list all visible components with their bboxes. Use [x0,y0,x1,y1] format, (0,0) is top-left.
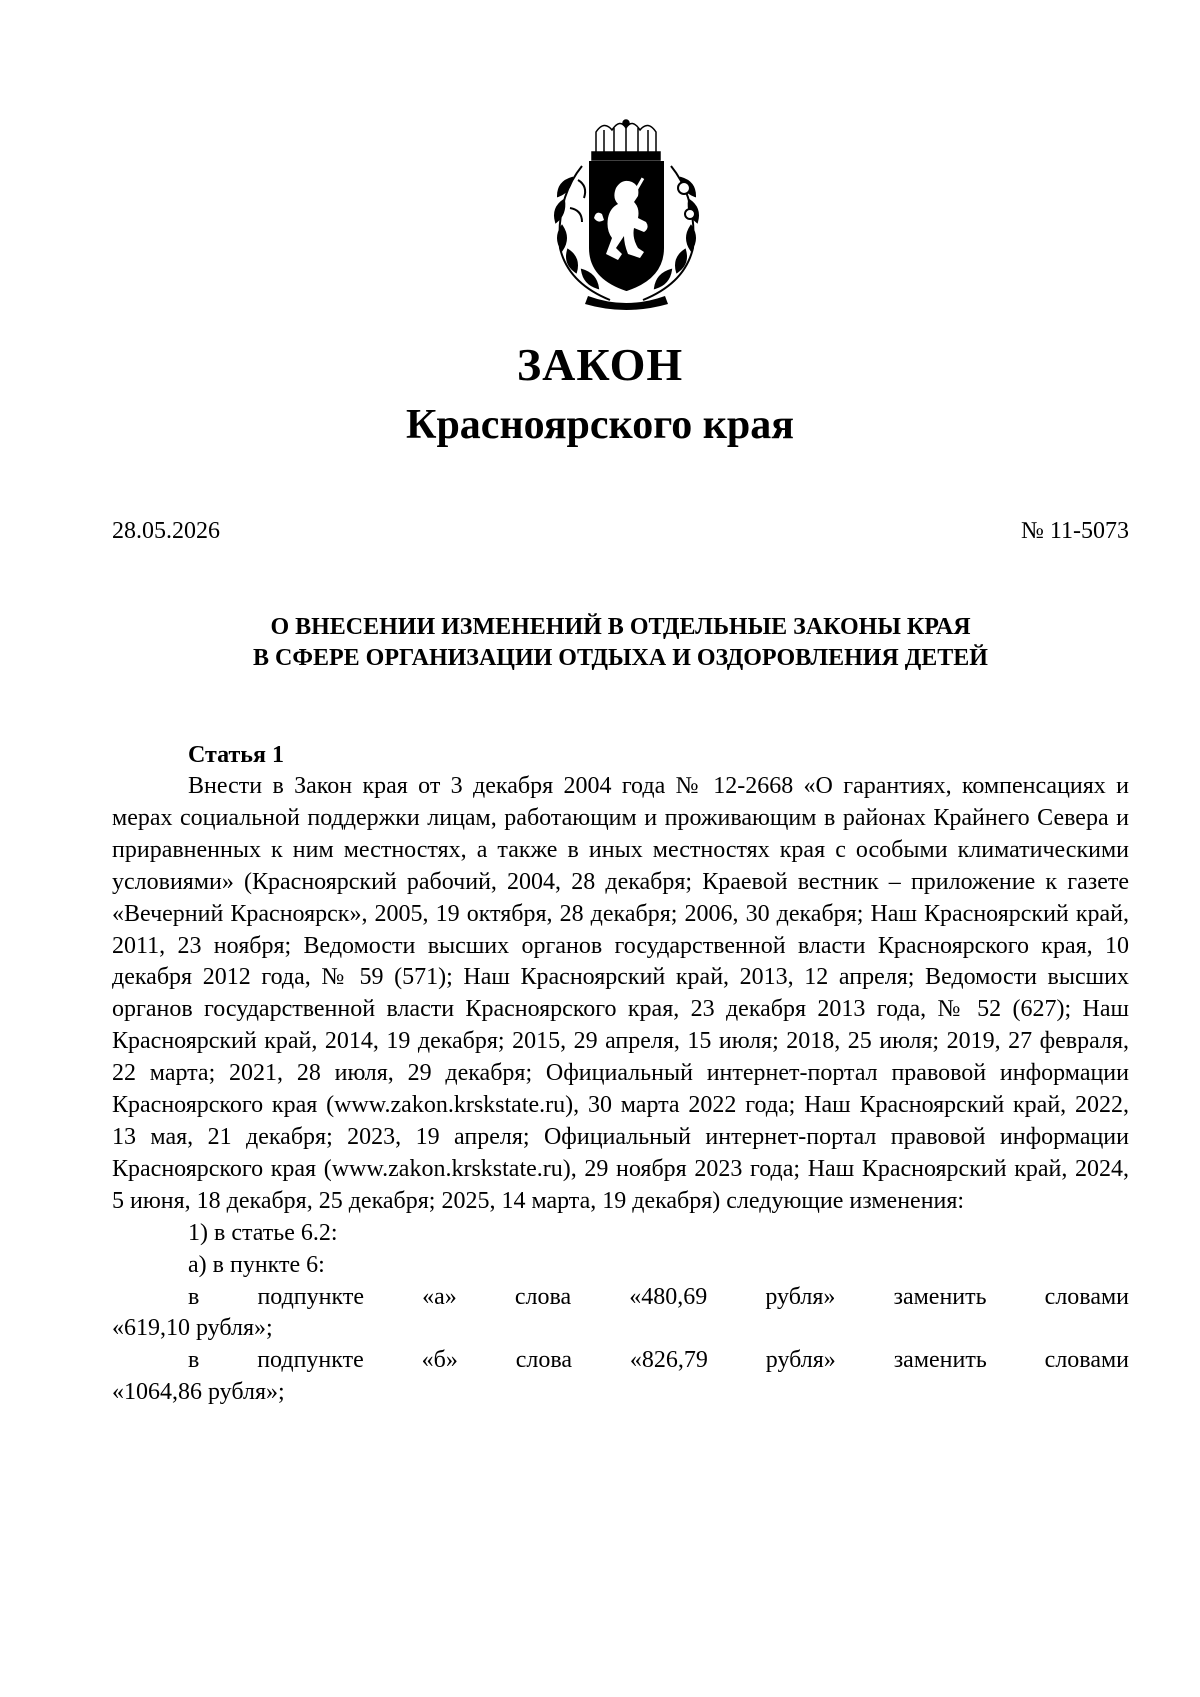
law-name-line: В СФЕРЕ ОРГАНИЗАЦИИ ОТДЫХА И ОЗДОРОВЛЕНИЯ ДЕТЕЙ [253,645,988,671]
list-item: а) в пункте 6: [188,1251,325,1278]
document-title: ЗАКОН [516,339,684,390]
subitem-line: в подпункте «а» слова «480,69 рубля» заменить словами [188,1283,1129,1310]
document-date: 28.05.2026 [112,518,220,544]
article-heading: Статья 1 [188,742,284,768]
subitem-b [112,1345,1129,1409]
law-name-line: О ВНЕСЕНИИ ИЗМЕНЕНИЙ В ОТДЕЛЬНЫЕ ЗАКОНЫ КРАЯ [270,614,971,640]
subitem-line: в подпункте «б» слова «826,79 рубля» заменить словами [188,1347,1129,1374]
subitem-continuation: «1064,86 рубля»; [112,1379,285,1406]
document-subtitle: Красноярского края [405,402,795,448]
article-body [112,771,1129,1409]
list-item: 1) в статье 6.2: [188,1219,338,1246]
law-name [112,612,1129,674]
document-number: № 11-5073 [1021,518,1129,544]
subitem-a [112,1282,1129,1346]
subitem-continuation: «619,10 рубля»; [112,1315,273,1342]
document-meta [112,516,1129,546]
article-paragraph: Внести в Закон края от 3 декабря 2004 года № 12-2668 «О гарантиях, компенсациях и мерах социальной поддержки лицам, работающим и проживающим в районах Крайнего Севера и приравненных к ним местностях, а также в иных местностях края с особыми климатическими условиями» (Красноярский рабочий, 2004, 28 декабря; Краевой вестник – приложение к газете «Вечерний Красноярск», 2005, 19 октября, 28 декабря; 2006, 30 декабря; Наш Красноярский край, 2011, 23 ноября; Ведомости высших органов государственной власти Красноярского края, 10 декабря 2012 года, № 59 (571); Наш Красноярский край, 2013, 12 апреля; Ведомости высших органов государственной власти Красноярского края, 23 декабря 2013 года, № 52 (627); Наш Красноярский край, 2014, 19 декабря; 2015, 29 апреля, 15 июля; 2018, 25 июля; 2019, 27 февраля, 22 марта; 2021, 28 июля, 29 декабря; Официальный интернет-портал правовой информации Красноярского края (www.zakon.krskstate.ru), 30 марта 2022 года; Наш Красноярский край, 2022, 13 мая, 21 декабря; 2023, 19 апреля; Официальный интернет-портал правовой информации Красноярского края (www.zakon.krskstate.ru), 29 ноября 2023 года; Наш Красноярский край, 2024, 5 июня, 18 декабря, 25 декабря; 2025, 14 марта, 19 декабря) следующие изменения: [112,773,1129,1214]
krasnoyarsk-coat-of-arms-icon [538,118,715,313]
